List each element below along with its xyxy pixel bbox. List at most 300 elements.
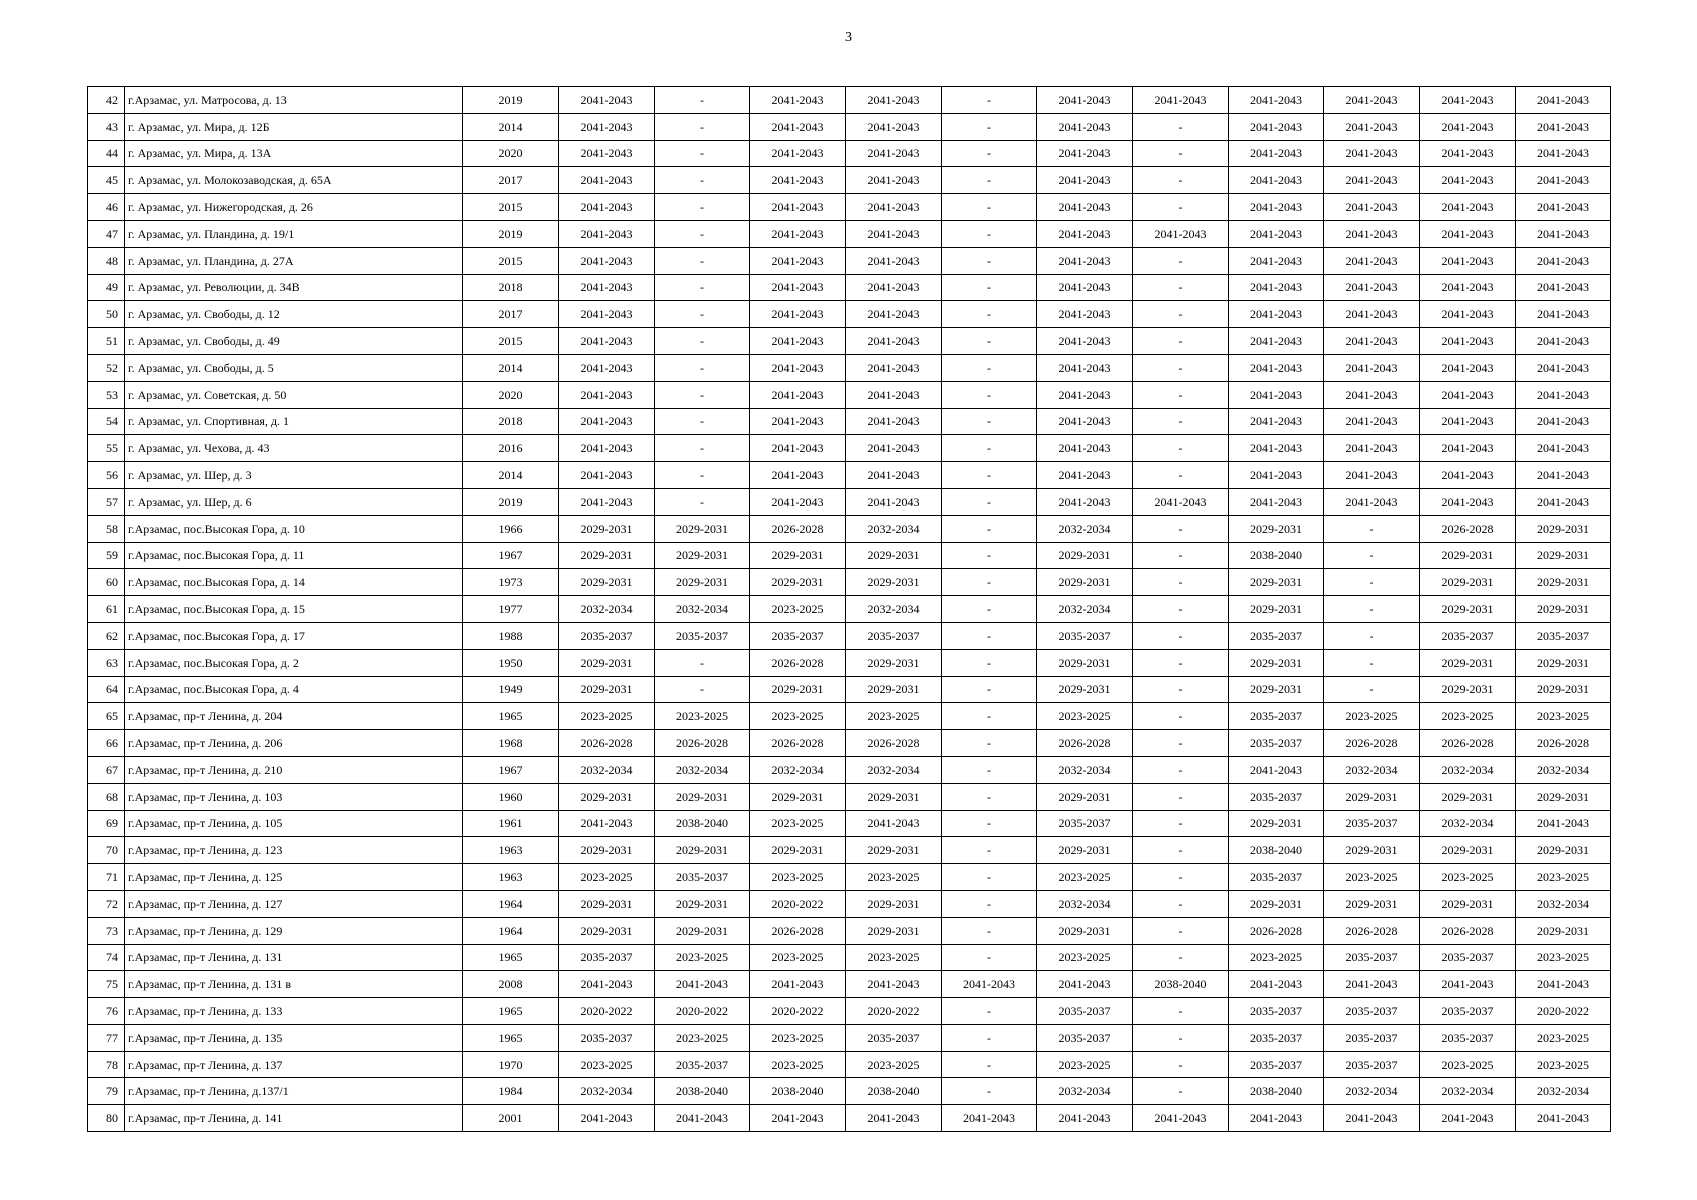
year-cell: 2019 bbox=[463, 87, 559, 114]
period-cell: - bbox=[942, 864, 1037, 891]
period-cell: 2041-2043 bbox=[1420, 408, 1516, 435]
period-cell: 2041-2043 bbox=[750, 328, 846, 355]
period-cell: 2029-2031 bbox=[846, 917, 942, 944]
period-cell: - bbox=[655, 301, 750, 328]
period-cell: 2041-2043 bbox=[559, 488, 655, 515]
period-cell: - bbox=[942, 328, 1037, 355]
address-cell: г. Арзамас, ул. Шер, д. 6 bbox=[125, 488, 463, 515]
period-cell: 2029-2031 bbox=[559, 890, 655, 917]
year-cell: 1970 bbox=[463, 1051, 559, 1078]
row-number-cell: 46 bbox=[88, 194, 125, 221]
period-cell: 2041-2043 bbox=[1420, 167, 1516, 194]
period-cell: - bbox=[942, 810, 1037, 837]
table-row bbox=[88, 1051, 1611, 1078]
period-cell: 2041-2043 bbox=[846, 971, 942, 998]
row-number-cell: 63 bbox=[88, 649, 125, 676]
period-cell: - bbox=[655, 274, 750, 301]
period-cell: 2041-2043 bbox=[1229, 301, 1324, 328]
period-cell: 2041-2043 bbox=[1037, 488, 1133, 515]
year-cell: 1988 bbox=[463, 622, 559, 649]
table-row bbox=[88, 140, 1611, 167]
period-cell: 2032-2034 bbox=[655, 756, 750, 783]
period-cell: 2041-2043 bbox=[559, 247, 655, 274]
period-cell: 2023-2025 bbox=[750, 703, 846, 730]
row-number-cell: 76 bbox=[88, 998, 125, 1025]
period-cell: - bbox=[1324, 569, 1420, 596]
address-cell: г.Арзамас, пр-т Ленина, д. 131 в bbox=[125, 971, 463, 998]
address-cell: г. Арзамас, ул. Мира, д. 12Б bbox=[125, 113, 463, 140]
period-cell: 2041-2043 bbox=[1229, 381, 1324, 408]
period-cell: 2035-2037 bbox=[1229, 703, 1324, 730]
year-cell: 2014 bbox=[463, 113, 559, 140]
address-cell: г.Арзамас, пр-т Ленина, д. 137 bbox=[125, 1051, 463, 1078]
period-cell: 2029-2031 bbox=[1037, 649, 1133, 676]
year-cell: 1963 bbox=[463, 864, 559, 891]
period-cell: - bbox=[942, 944, 1037, 971]
period-cell: 2041-2043 bbox=[942, 1105, 1037, 1132]
year-cell: 1960 bbox=[463, 783, 559, 810]
address-cell: г.Арзамас, пос.Высокая Гора, д. 11 bbox=[125, 542, 463, 569]
period-cell: 2038-2040 bbox=[1229, 837, 1324, 864]
period-cell: - bbox=[942, 569, 1037, 596]
row-number-cell: 50 bbox=[88, 301, 125, 328]
table-row bbox=[88, 328, 1611, 355]
period-cell: 2029-2031 bbox=[1420, 837, 1516, 864]
period-cell: 2020-2022 bbox=[559, 998, 655, 1025]
period-cell: 2041-2043 bbox=[846, 408, 942, 435]
period-cell: 2029-2031 bbox=[1516, 515, 1611, 542]
period-cell: 2041-2043 bbox=[559, 435, 655, 462]
row-number-cell: 65 bbox=[88, 703, 125, 730]
period-cell: 2041-2043 bbox=[1420, 381, 1516, 408]
period-cell: 2041-2043 bbox=[1037, 247, 1133, 274]
period-cell: 2035-2037 bbox=[1229, 783, 1324, 810]
row-number-cell: 77 bbox=[88, 1024, 125, 1051]
period-cell: 2041-2043 bbox=[559, 140, 655, 167]
row-number-cell: 59 bbox=[88, 542, 125, 569]
period-cell: 2023-2025 bbox=[1324, 864, 1420, 891]
period-cell: - bbox=[1133, 140, 1229, 167]
period-cell: 2038-2040 bbox=[846, 1078, 942, 1105]
period-cell: 2023-2025 bbox=[1037, 703, 1133, 730]
period-cell: 2032-2034 bbox=[559, 1078, 655, 1105]
period-cell: 2032-2034 bbox=[1516, 1078, 1611, 1105]
period-cell: - bbox=[1133, 462, 1229, 489]
period-cell: 2041-2043 bbox=[559, 87, 655, 114]
period-cell: 2035-2037 bbox=[1229, 1051, 1324, 1078]
row-number-cell: 71 bbox=[88, 864, 125, 891]
period-cell: 2032-2034 bbox=[1037, 890, 1133, 917]
period-cell: 2041-2043 bbox=[559, 1105, 655, 1132]
period-cell: 2032-2034 bbox=[1420, 810, 1516, 837]
period-cell: 2029-2031 bbox=[655, 890, 750, 917]
period-cell: 2026-2028 bbox=[846, 730, 942, 757]
period-cell: 2035-2037 bbox=[655, 1051, 750, 1078]
period-cell: 2029-2031 bbox=[1037, 837, 1133, 864]
period-cell: 2041-2043 bbox=[1324, 971, 1420, 998]
period-cell: - bbox=[942, 1078, 1037, 1105]
period-cell: 2029-2031 bbox=[846, 569, 942, 596]
period-cell: 2029-2031 bbox=[1420, 783, 1516, 810]
row-number-cell: 73 bbox=[88, 917, 125, 944]
period-cell: - bbox=[942, 917, 1037, 944]
period-cell: 2023-2025 bbox=[846, 864, 942, 891]
period-cell: 2041-2043 bbox=[750, 462, 846, 489]
period-cell: - bbox=[1324, 596, 1420, 623]
schedule-table bbox=[87, 86, 1611, 1132]
period-cell: 2041-2043 bbox=[1516, 1105, 1611, 1132]
period-cell: 2041-2043 bbox=[1420, 488, 1516, 515]
period-cell: 2041-2043 bbox=[846, 113, 942, 140]
period-cell: 2041-2043 bbox=[750, 274, 846, 301]
table-row bbox=[88, 113, 1611, 140]
period-cell: 2029-2031 bbox=[1420, 596, 1516, 623]
period-cell: 2029-2031 bbox=[1516, 569, 1611, 596]
period-cell: 2029-2031 bbox=[750, 542, 846, 569]
period-cell: 2029-2031 bbox=[655, 569, 750, 596]
period-cell: 2029-2031 bbox=[1229, 596, 1324, 623]
period-cell: 2023-2025 bbox=[655, 944, 750, 971]
row-number-cell: 44 bbox=[88, 140, 125, 167]
period-cell: 2035-2037 bbox=[1037, 998, 1133, 1025]
address-cell: г.Арзамас, пр-т Ленина, д. 141 bbox=[125, 1105, 463, 1132]
table-row bbox=[88, 944, 1611, 971]
table-row bbox=[88, 462, 1611, 489]
period-cell: 2038-2040 bbox=[1133, 971, 1229, 998]
period-cell: 2041-2043 bbox=[1420, 1105, 1516, 1132]
period-cell: 2029-2031 bbox=[750, 837, 846, 864]
address-cell: г. Арзамас, ул. Пландина, д. 27А bbox=[125, 247, 463, 274]
period-cell: 2035-2037 bbox=[1229, 730, 1324, 757]
address-cell: г.Арзамас, пр-т Ленина, д.137/1 bbox=[125, 1078, 463, 1105]
period-cell: 2041-2043 bbox=[942, 971, 1037, 998]
period-cell: - bbox=[942, 354, 1037, 381]
period-cell: 2023-2025 bbox=[1516, 703, 1611, 730]
period-cell: 2041-2043 bbox=[1229, 435, 1324, 462]
period-cell: - bbox=[942, 1024, 1037, 1051]
period-cell: 2029-2031 bbox=[1420, 890, 1516, 917]
period-cell: 2041-2043 bbox=[1229, 113, 1324, 140]
period-cell: 2023-2025 bbox=[1420, 864, 1516, 891]
period-cell: 2023-2025 bbox=[750, 1024, 846, 1051]
table-row bbox=[88, 274, 1611, 301]
period-cell: - bbox=[655, 381, 750, 408]
period-cell: - bbox=[655, 488, 750, 515]
period-cell: - bbox=[1133, 703, 1229, 730]
period-cell: 2032-2034 bbox=[750, 756, 846, 783]
period-cell: 2041-2043 bbox=[1516, 488, 1611, 515]
table-row bbox=[88, 569, 1611, 596]
period-cell: - bbox=[655, 220, 750, 247]
period-cell: 2029-2031 bbox=[1420, 676, 1516, 703]
table-row bbox=[88, 703, 1611, 730]
period-cell: 2023-2025 bbox=[750, 864, 846, 891]
address-cell: г.Арзамас, пос.Высокая Гора, д. 2 bbox=[125, 649, 463, 676]
period-cell: 2032-2034 bbox=[846, 756, 942, 783]
row-number-cell: 64 bbox=[88, 676, 125, 703]
period-cell: 2041-2043 bbox=[846, 167, 942, 194]
period-cell: 2041-2043 bbox=[1324, 220, 1420, 247]
year-cell: 1963 bbox=[463, 837, 559, 864]
period-cell: 2020-2022 bbox=[655, 998, 750, 1025]
table-row bbox=[88, 917, 1611, 944]
address-cell: г.Арзамас, пр-т Ленина, д. 129 bbox=[125, 917, 463, 944]
address-cell: г.Арзамас, пос.Высокая Гора, д. 10 bbox=[125, 515, 463, 542]
period-cell: 2041-2043 bbox=[1516, 408, 1611, 435]
period-cell: - bbox=[1133, 542, 1229, 569]
period-cell: 2041-2043 bbox=[1037, 274, 1133, 301]
period-cell: 2032-2034 bbox=[559, 596, 655, 623]
period-cell: 2026-2028 bbox=[559, 730, 655, 757]
period-cell: 2041-2043 bbox=[1229, 971, 1324, 998]
period-cell: 2026-2028 bbox=[1324, 917, 1420, 944]
period-cell: - bbox=[1133, 569, 1229, 596]
period-cell: 2029-2031 bbox=[1324, 837, 1420, 864]
period-cell: 2035-2037 bbox=[846, 1024, 942, 1051]
period-cell: 2023-2025 bbox=[1516, 1051, 1611, 1078]
year-cell: 2019 bbox=[463, 488, 559, 515]
address-cell: г.Арзамас, пос.Высокая Гора, д. 15 bbox=[125, 596, 463, 623]
period-cell: 2041-2043 bbox=[1516, 971, 1611, 998]
period-cell: 2023-2025 bbox=[1516, 1024, 1611, 1051]
period-cell: - bbox=[942, 274, 1037, 301]
period-cell: 2026-2028 bbox=[1516, 730, 1611, 757]
period-cell: 2041-2043 bbox=[1324, 140, 1420, 167]
row-number-cell: 80 bbox=[88, 1105, 125, 1132]
period-cell: 2041-2043 bbox=[1037, 462, 1133, 489]
row-number-cell: 66 bbox=[88, 730, 125, 757]
period-cell: 2041-2043 bbox=[1516, 167, 1611, 194]
period-cell: 2041-2043 bbox=[846, 354, 942, 381]
period-cell: 2041-2043 bbox=[559, 328, 655, 355]
address-cell: г.Арзамас, пос.Высокая Гора, д. 4 bbox=[125, 676, 463, 703]
period-cell: - bbox=[942, 515, 1037, 542]
period-cell: 2041-2043 bbox=[1516, 301, 1611, 328]
page-number: 3 bbox=[845, 30, 852, 45]
period-cell: 2038-2040 bbox=[1229, 542, 1324, 569]
period-cell: - bbox=[1133, 837, 1229, 864]
period-cell: - bbox=[655, 354, 750, 381]
period-cell: 2029-2031 bbox=[655, 515, 750, 542]
period-cell: - bbox=[942, 890, 1037, 917]
period-cell: 2023-2025 bbox=[1037, 1051, 1133, 1078]
period-cell: - bbox=[1133, 301, 1229, 328]
year-cell: 2008 bbox=[463, 971, 559, 998]
period-cell: 2041-2043 bbox=[1516, 274, 1611, 301]
period-cell: 2032-2034 bbox=[1037, 1078, 1133, 1105]
period-cell: 2041-2043 bbox=[1324, 87, 1420, 114]
period-cell: 2041-2043 bbox=[1037, 194, 1133, 221]
period-cell: 2023-2025 bbox=[750, 944, 846, 971]
period-cell: - bbox=[655, 87, 750, 114]
row-number-cell: 67 bbox=[88, 756, 125, 783]
period-cell: 2041-2043 bbox=[559, 381, 655, 408]
period-cell: 2041-2043 bbox=[559, 194, 655, 221]
period-cell: 2032-2034 bbox=[1037, 756, 1133, 783]
period-cell: - bbox=[942, 87, 1037, 114]
period-cell: 2035-2037 bbox=[655, 864, 750, 891]
row-number-cell: 57 bbox=[88, 488, 125, 515]
period-cell: 2029-2031 bbox=[1037, 542, 1133, 569]
period-cell: - bbox=[1324, 622, 1420, 649]
period-cell: - bbox=[942, 837, 1037, 864]
period-cell: 2041-2043 bbox=[1037, 408, 1133, 435]
period-cell: - bbox=[942, 488, 1037, 515]
period-cell: 2029-2031 bbox=[1324, 890, 1420, 917]
year-cell: 2017 bbox=[463, 301, 559, 328]
period-cell: 2041-2043 bbox=[750, 113, 846, 140]
year-cell: 2020 bbox=[463, 381, 559, 408]
period-cell: - bbox=[942, 596, 1037, 623]
period-cell: - bbox=[655, 328, 750, 355]
period-cell: 2032-2034 bbox=[559, 756, 655, 783]
period-cell: 2041-2043 bbox=[1516, 220, 1611, 247]
year-cell: 1949 bbox=[463, 676, 559, 703]
period-cell: 2029-2031 bbox=[1516, 837, 1611, 864]
table-row bbox=[88, 864, 1611, 891]
table-row bbox=[88, 87, 1611, 114]
period-cell: 2041-2043 bbox=[1037, 220, 1133, 247]
year-cell: 1966 bbox=[463, 515, 559, 542]
period-cell: - bbox=[1133, 328, 1229, 355]
row-number-cell: 68 bbox=[88, 783, 125, 810]
period-cell: 2041-2043 bbox=[1229, 274, 1324, 301]
period-cell: 2029-2031 bbox=[1516, 783, 1611, 810]
row-number-cell: 75 bbox=[88, 971, 125, 998]
period-cell: 2035-2037 bbox=[559, 944, 655, 971]
period-cell: 2035-2037 bbox=[1324, 1051, 1420, 1078]
period-cell: - bbox=[1133, 1024, 1229, 1051]
period-cell: - bbox=[942, 1051, 1037, 1078]
period-cell: 2026-2028 bbox=[750, 730, 846, 757]
table-row bbox=[88, 837, 1611, 864]
period-cell: 2041-2043 bbox=[559, 220, 655, 247]
row-number-cell: 52 bbox=[88, 354, 125, 381]
period-cell: 2041-2043 bbox=[1229, 354, 1324, 381]
year-cell: 2018 bbox=[463, 274, 559, 301]
period-cell: 2029-2031 bbox=[750, 569, 846, 596]
period-cell: - bbox=[942, 649, 1037, 676]
period-cell: 2029-2031 bbox=[1420, 649, 1516, 676]
period-cell: 2041-2043 bbox=[1229, 408, 1324, 435]
row-number-cell: 79 bbox=[88, 1078, 125, 1105]
period-cell: 2041-2043 bbox=[1324, 167, 1420, 194]
period-cell: 2038-2040 bbox=[1229, 1078, 1324, 1105]
period-cell: 2041-2043 bbox=[1420, 301, 1516, 328]
period-cell: 2029-2031 bbox=[1516, 596, 1611, 623]
period-cell: 2041-2043 bbox=[1229, 247, 1324, 274]
year-cell: 1965 bbox=[463, 944, 559, 971]
address-cell: г. Арзамас, ул. Молокозаводская, д. 65А bbox=[125, 167, 463, 194]
year-cell: 2015 bbox=[463, 247, 559, 274]
period-cell: 2041-2043 bbox=[846, 220, 942, 247]
address-cell: г.Арзамас, пр-т Ленина, д. 133 bbox=[125, 998, 463, 1025]
period-cell: 2035-2037 bbox=[1324, 810, 1420, 837]
address-cell: г. Арзамас, ул. Спортивная, д. 1 bbox=[125, 408, 463, 435]
period-cell: 2041-2043 bbox=[846, 87, 942, 114]
period-cell: - bbox=[942, 113, 1037, 140]
period-cell: 2026-2028 bbox=[1420, 515, 1516, 542]
period-cell: 2041-2043 bbox=[1516, 354, 1611, 381]
period-cell: - bbox=[655, 462, 750, 489]
period-cell: 2029-2031 bbox=[750, 676, 846, 703]
period-cell: 2029-2031 bbox=[1229, 649, 1324, 676]
period-cell: - bbox=[1133, 247, 1229, 274]
row-number-cell: 61 bbox=[88, 596, 125, 623]
row-number-cell: 78 bbox=[88, 1051, 125, 1078]
year-cell: 1967 bbox=[463, 756, 559, 783]
row-number-cell: 58 bbox=[88, 515, 125, 542]
period-cell: 2029-2031 bbox=[1037, 917, 1133, 944]
period-cell: 2026-2028 bbox=[655, 730, 750, 757]
period-cell: 2029-2031 bbox=[559, 515, 655, 542]
period-cell: 2041-2043 bbox=[1420, 462, 1516, 489]
period-cell: 2029-2031 bbox=[1037, 783, 1133, 810]
period-cell: 2026-2028 bbox=[750, 917, 846, 944]
address-cell: г.Арзамас, пос.Высокая Гора, д. 14 bbox=[125, 569, 463, 596]
period-cell: 2032-2034 bbox=[1420, 756, 1516, 783]
period-cell: 2041-2043 bbox=[750, 87, 846, 114]
period-cell: 2023-2025 bbox=[750, 810, 846, 837]
period-cell: 2041-2043 bbox=[846, 140, 942, 167]
period-cell: - bbox=[1133, 113, 1229, 140]
period-cell: 2041-2043 bbox=[1420, 87, 1516, 114]
period-cell: 2041-2043 bbox=[846, 328, 942, 355]
period-cell: 2041-2043 bbox=[1324, 301, 1420, 328]
row-number-cell: 43 bbox=[88, 113, 125, 140]
table-row bbox=[88, 730, 1611, 757]
period-cell: 2032-2034 bbox=[1324, 1078, 1420, 1105]
period-cell: 2035-2037 bbox=[1229, 1024, 1324, 1051]
period-cell: 2029-2031 bbox=[1420, 569, 1516, 596]
address-cell: г.Арзамас, пос.Высокая Гора, д. 17 bbox=[125, 622, 463, 649]
period-cell: 2041-2043 bbox=[1516, 87, 1611, 114]
row-number-cell: 70 bbox=[88, 837, 125, 864]
period-cell: 2041-2043 bbox=[1420, 328, 1516, 355]
period-cell: 2041-2043 bbox=[1324, 408, 1420, 435]
year-cell: 2017 bbox=[463, 167, 559, 194]
period-cell: 2041-2043 bbox=[1324, 462, 1420, 489]
row-number-cell: 51 bbox=[88, 328, 125, 355]
period-cell: 2041-2043 bbox=[846, 488, 942, 515]
period-cell: 2041-2043 bbox=[750, 140, 846, 167]
period-cell: 2026-2028 bbox=[1037, 730, 1133, 757]
row-number-cell: 45 bbox=[88, 167, 125, 194]
period-cell: - bbox=[1133, 596, 1229, 623]
year-cell: 1965 bbox=[463, 1024, 559, 1051]
period-cell: - bbox=[1133, 515, 1229, 542]
period-cell: - bbox=[1324, 542, 1420, 569]
period-cell: - bbox=[942, 756, 1037, 783]
period-cell: 2035-2037 bbox=[1324, 944, 1420, 971]
period-cell: 2029-2031 bbox=[655, 917, 750, 944]
period-cell: 2041-2043 bbox=[750, 1105, 846, 1132]
period-cell: 2029-2031 bbox=[1229, 676, 1324, 703]
period-cell: - bbox=[942, 703, 1037, 730]
year-cell: 1968 bbox=[463, 730, 559, 757]
row-number-cell: 74 bbox=[88, 944, 125, 971]
period-cell: 2041-2043 bbox=[846, 435, 942, 462]
period-cell: 2041-2043 bbox=[559, 408, 655, 435]
period-cell: 2032-2034 bbox=[846, 596, 942, 623]
period-cell: 2035-2037 bbox=[1037, 622, 1133, 649]
period-cell: 2041-2043 bbox=[1037, 435, 1133, 462]
period-cell: 2041-2043 bbox=[750, 247, 846, 274]
period-cell: 2035-2037 bbox=[1037, 1024, 1133, 1051]
period-cell: 2041-2043 bbox=[1037, 354, 1133, 381]
table-row bbox=[88, 998, 1611, 1025]
period-cell: 2029-2031 bbox=[1420, 542, 1516, 569]
